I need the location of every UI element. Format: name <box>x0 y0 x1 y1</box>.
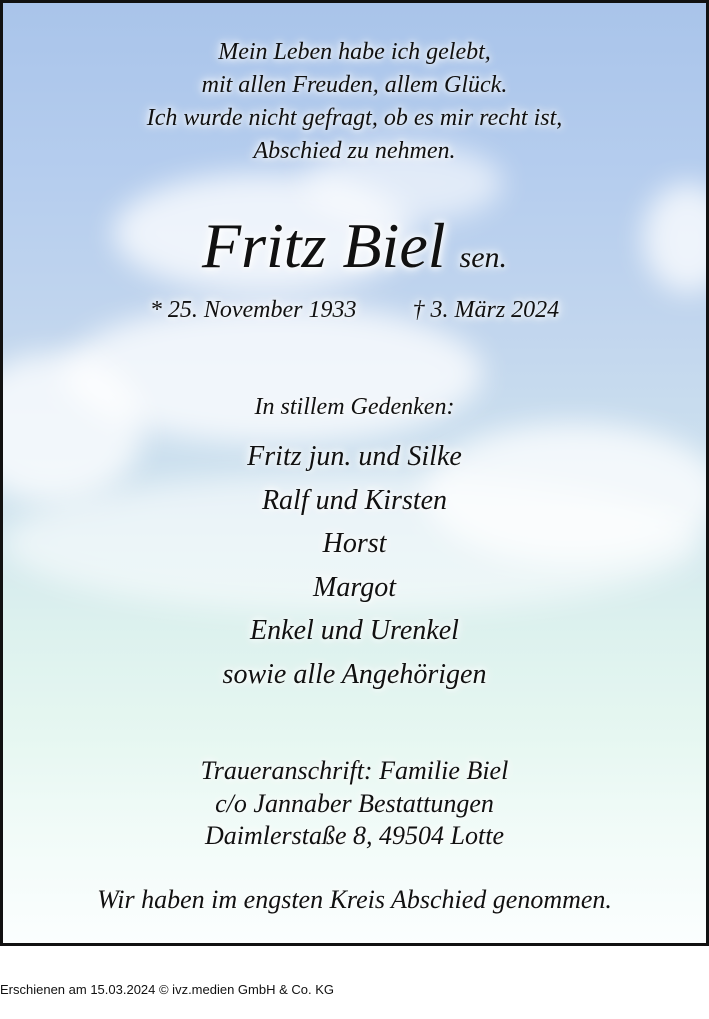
poem <box>3 36 706 168</box>
memory-title: In stillem Gedenken: <box>254 394 455 420</box>
mourning-address <box>3 755 706 853</box>
mourner-entry: Horst <box>322 528 387 559</box>
closing-statement: Wir haben im engsten Kreis Abschied genommen. <box>97 885 612 914</box>
deceased-name: Fritz Biel <box>201 210 446 281</box>
death-date: † 3. März 2024 <box>412 297 560 323</box>
mourner-entry: Fritz jun. und Silke <box>247 441 462 472</box>
address-line: c/o Jannaber Bestattungen <box>215 788 494 818</box>
publication-footer: Erschienen am 15.03.2024 © ivz.medien GmbH & Co. KG <box>0 982 335 997</box>
address-line: Traueranschrift: Familie Biel <box>200 756 509 785</box>
notice-content <box>3 3 706 943</box>
mourners-list <box>3 435 706 696</box>
mourner-entry: sowie alle Angehörigen <box>222 658 487 690</box>
life-dates <box>3 294 706 326</box>
address-line: Daimlerstaße 8, 49504 Lotte <box>205 821 504 850</box>
poem-line: Mein Leben habe ich gelebt, <box>218 39 491 65</box>
mourner-entry: Enkel und Urenkel <box>250 615 459 646</box>
deceased-name-row <box>3 208 706 284</box>
name-suffix: sen. <box>459 241 508 274</box>
mourner-entry: Margot <box>313 571 396 603</box>
poem-line: mit allen Freuden, allem Glück. <box>201 72 508 98</box>
poem-line: Ich wurde nicht gefragt, ob es mir recht ist, <box>146 105 563 131</box>
mourner-entry: Ralf und Kirsten <box>261 484 448 516</box>
birth-date: * 25. November 1933 <box>149 297 357 323</box>
poem-line: Abschied zu nehmen. <box>253 138 456 164</box>
